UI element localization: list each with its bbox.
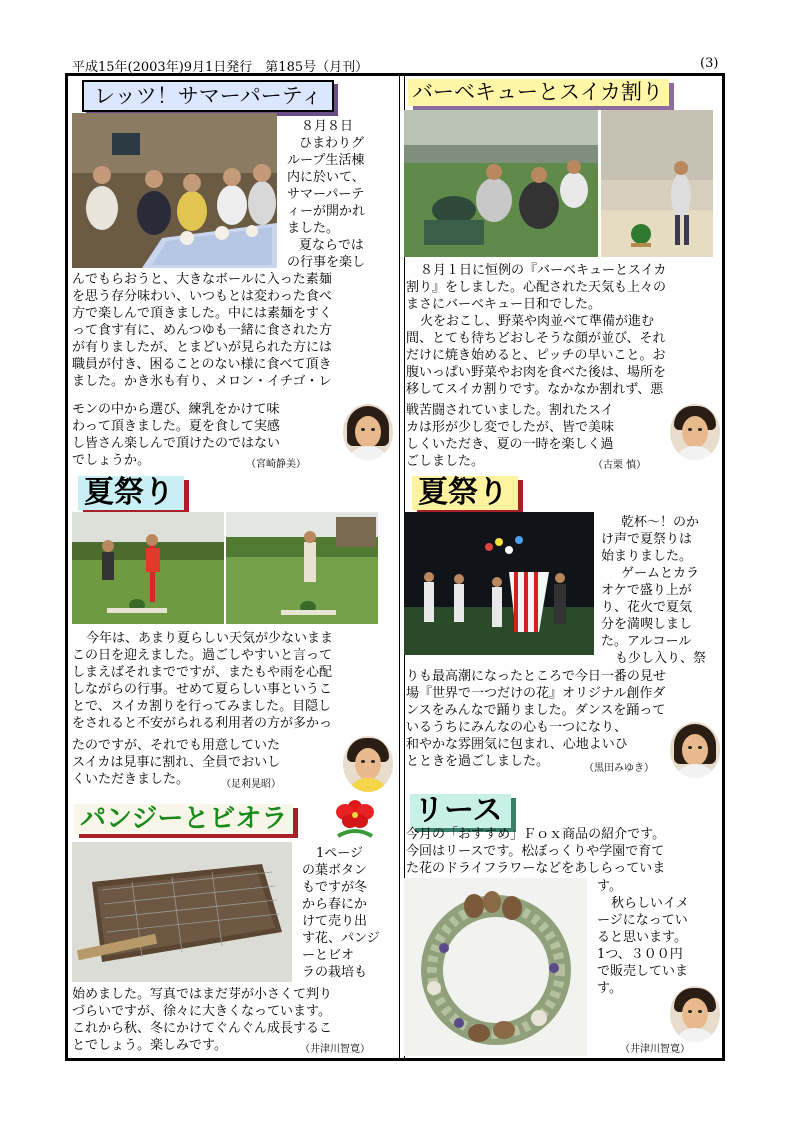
summer-party-body: んでもらおうと、大きなボールに入った素麺 を思う存分味わい、いつもとは変わった食べ 方で楽しんで頂きました。中には素麺をすく って食す有に、めんつゆも一緒に食された方 が有りましたが、とまどいが見られた方には 職員が付き、困ることのない様に食べて頂き ました。かき氷も有り、メロン・イチゴ・レ [72,272,333,389]
page-number: (3) [700,56,719,71]
bbq-author: （古栗 慎） [593,460,647,471]
summer-party-photo [72,113,277,268]
pansy-planter-photo [72,842,292,982]
natsumatsuri-left-title: 夏祭り [78,476,184,510]
watermelon-photo [601,110,713,257]
wreath-photo-art [404,878,587,1056]
summer-party-end-text: モンの中から選び、練乳をかけて味 わって頂きました。夏を食して実感 し皆さん楽しんで頂けたのではない でしょうか。 [72,402,281,468]
dance-photo-art [404,512,594,655]
bbq-photo-art [404,110,598,257]
author-portrait-izugawa [670,986,720,1042]
natsumatsuri-right-title: 夏祭り [412,476,518,510]
author-portrait-ashikaga [343,736,393,792]
natsumatsuri-right-narrow-text: 乾杯～！のか け声で夏祭りは 始まりました。 ゲームとカラ オケで盛り上が り、花火で夏気 分を満喫しまし た。アルコール も少し入り、祭 [601,515,707,666]
summer-party-author: （宮崎静美） [246,459,306,470]
suika-photo-2 [226,512,378,624]
suika-photo-1-art [72,512,224,624]
issue-info: 平成15年(2003年)9月1日発行 第185号（月刊） [72,60,369,75]
hibiscus-flower-icon [330,792,380,842]
bbq-title: バーベキューとスイカ割り [408,79,669,106]
natsumatsuri-right-body: りも最高潮になったところで今日一番の見せ 場『世界で一つだけの花』オリジナル創作ダ ンスをみんなで踊りました。ダンスを踊って いるうちにみんなの心も一つになり、 和やかな雰囲気に包まれ、心地よいひ とときを過ごしました。 [406,669,666,769]
wreath-narrow-text: す。 秋らしいイメ ージになってい ると思います。 1つ、３００円 で販売していま す。 [597,879,689,996]
author-portrait-furukuri [670,404,720,460]
natsumatsuri-left-author: （足利晃昭） [221,779,281,790]
natsumatsuri-right-author: （黒田みゆき） [584,763,654,774]
pansy-body: 始めました。写真ではまだ芽が小さくて判り づらいですが、徐々に大きくなっています。 これから秋、冬にかけてぐんぐん成長するこ とでしょう。楽しみです。 [72,987,333,1053]
author-portrait-kuroda [670,722,720,778]
dance-photo [404,512,594,655]
author-portrait-miyazaki [343,404,393,460]
natsumatsuri-left-body: 今年は、あまり夏らしい天気が少ないまま この日を迎えました。過ごしやすいと言って しまえばそれまでですが、またもや雨を心配 しながらの行事。せめて夏らしい事というこ とで、スイカ割りを行ってみました。目隠し をされると不安がられる利用者の方が多かっ [72,631,334,731]
pansy-title: パンジーとビオラ [74,804,293,834]
bbq-photo [404,110,598,257]
bbq-body: ８月１日に恒例の『バーベキューとスイカ 割り』をしました。心配された天気も上々の まさにバーベキュー日和でした。 火をおこし、野菜や肉並べて準備が進む 間、とても待ちどおしそうな顔が並び、それ だけに焼き始めると、ピッチの早いこと。お 腹いっぱい野菜やお肉を食べた後は、場所を 移してスイカ割りです。なかなか割れず、悪 [406,263,667,397]
suika-photo-1 [72,512,224,624]
wreath-title: リース [410,794,511,828]
pansy-author: （井津川智寛） [300,1044,370,1055]
natsumatsuri-left-end-text: たのですが、それでも用意していた スイカは見事に割れ、全員でおいし くいただきました。 [72,738,281,787]
summer-party-title: レッツ！サマーパーティ [82,80,334,112]
pansy-narrow-text: 1ページ の葉ボタン もですが冬 から春にか けて売り出 す花、パンジ ーとビオ ラの栽培も [302,846,380,980]
bbq-end-text: 戦苦闘されていました。割れたスイ カは形が少し変でしたが、皆で美味 しくいただき、夏の一時を楽しく過 ごしました。 [406,403,615,469]
pansy-planter-photo-art [72,842,292,982]
watermelon-photo-art [601,110,713,257]
wreath-author: （井津川智寛） [620,1044,690,1055]
summer-party-narrow-text: ８月８日 ひまわりグ ループ生活棟 内に於いて、 サマーパーテ ィーが開かれ ました。 夏ならでは の行事を楽し [287,119,366,270]
wreath-photo [404,878,587,1056]
wreath-body: 今月の「おすすめ」Ｆｏｘ商品の紹介です。 今回はリースです。松ぼっくりや学園で育て た花のドライフラワーなどをあしらっていま [406,827,666,876]
suika-photo-2-art [226,512,378,624]
summer-party-photo-art [72,113,277,268]
